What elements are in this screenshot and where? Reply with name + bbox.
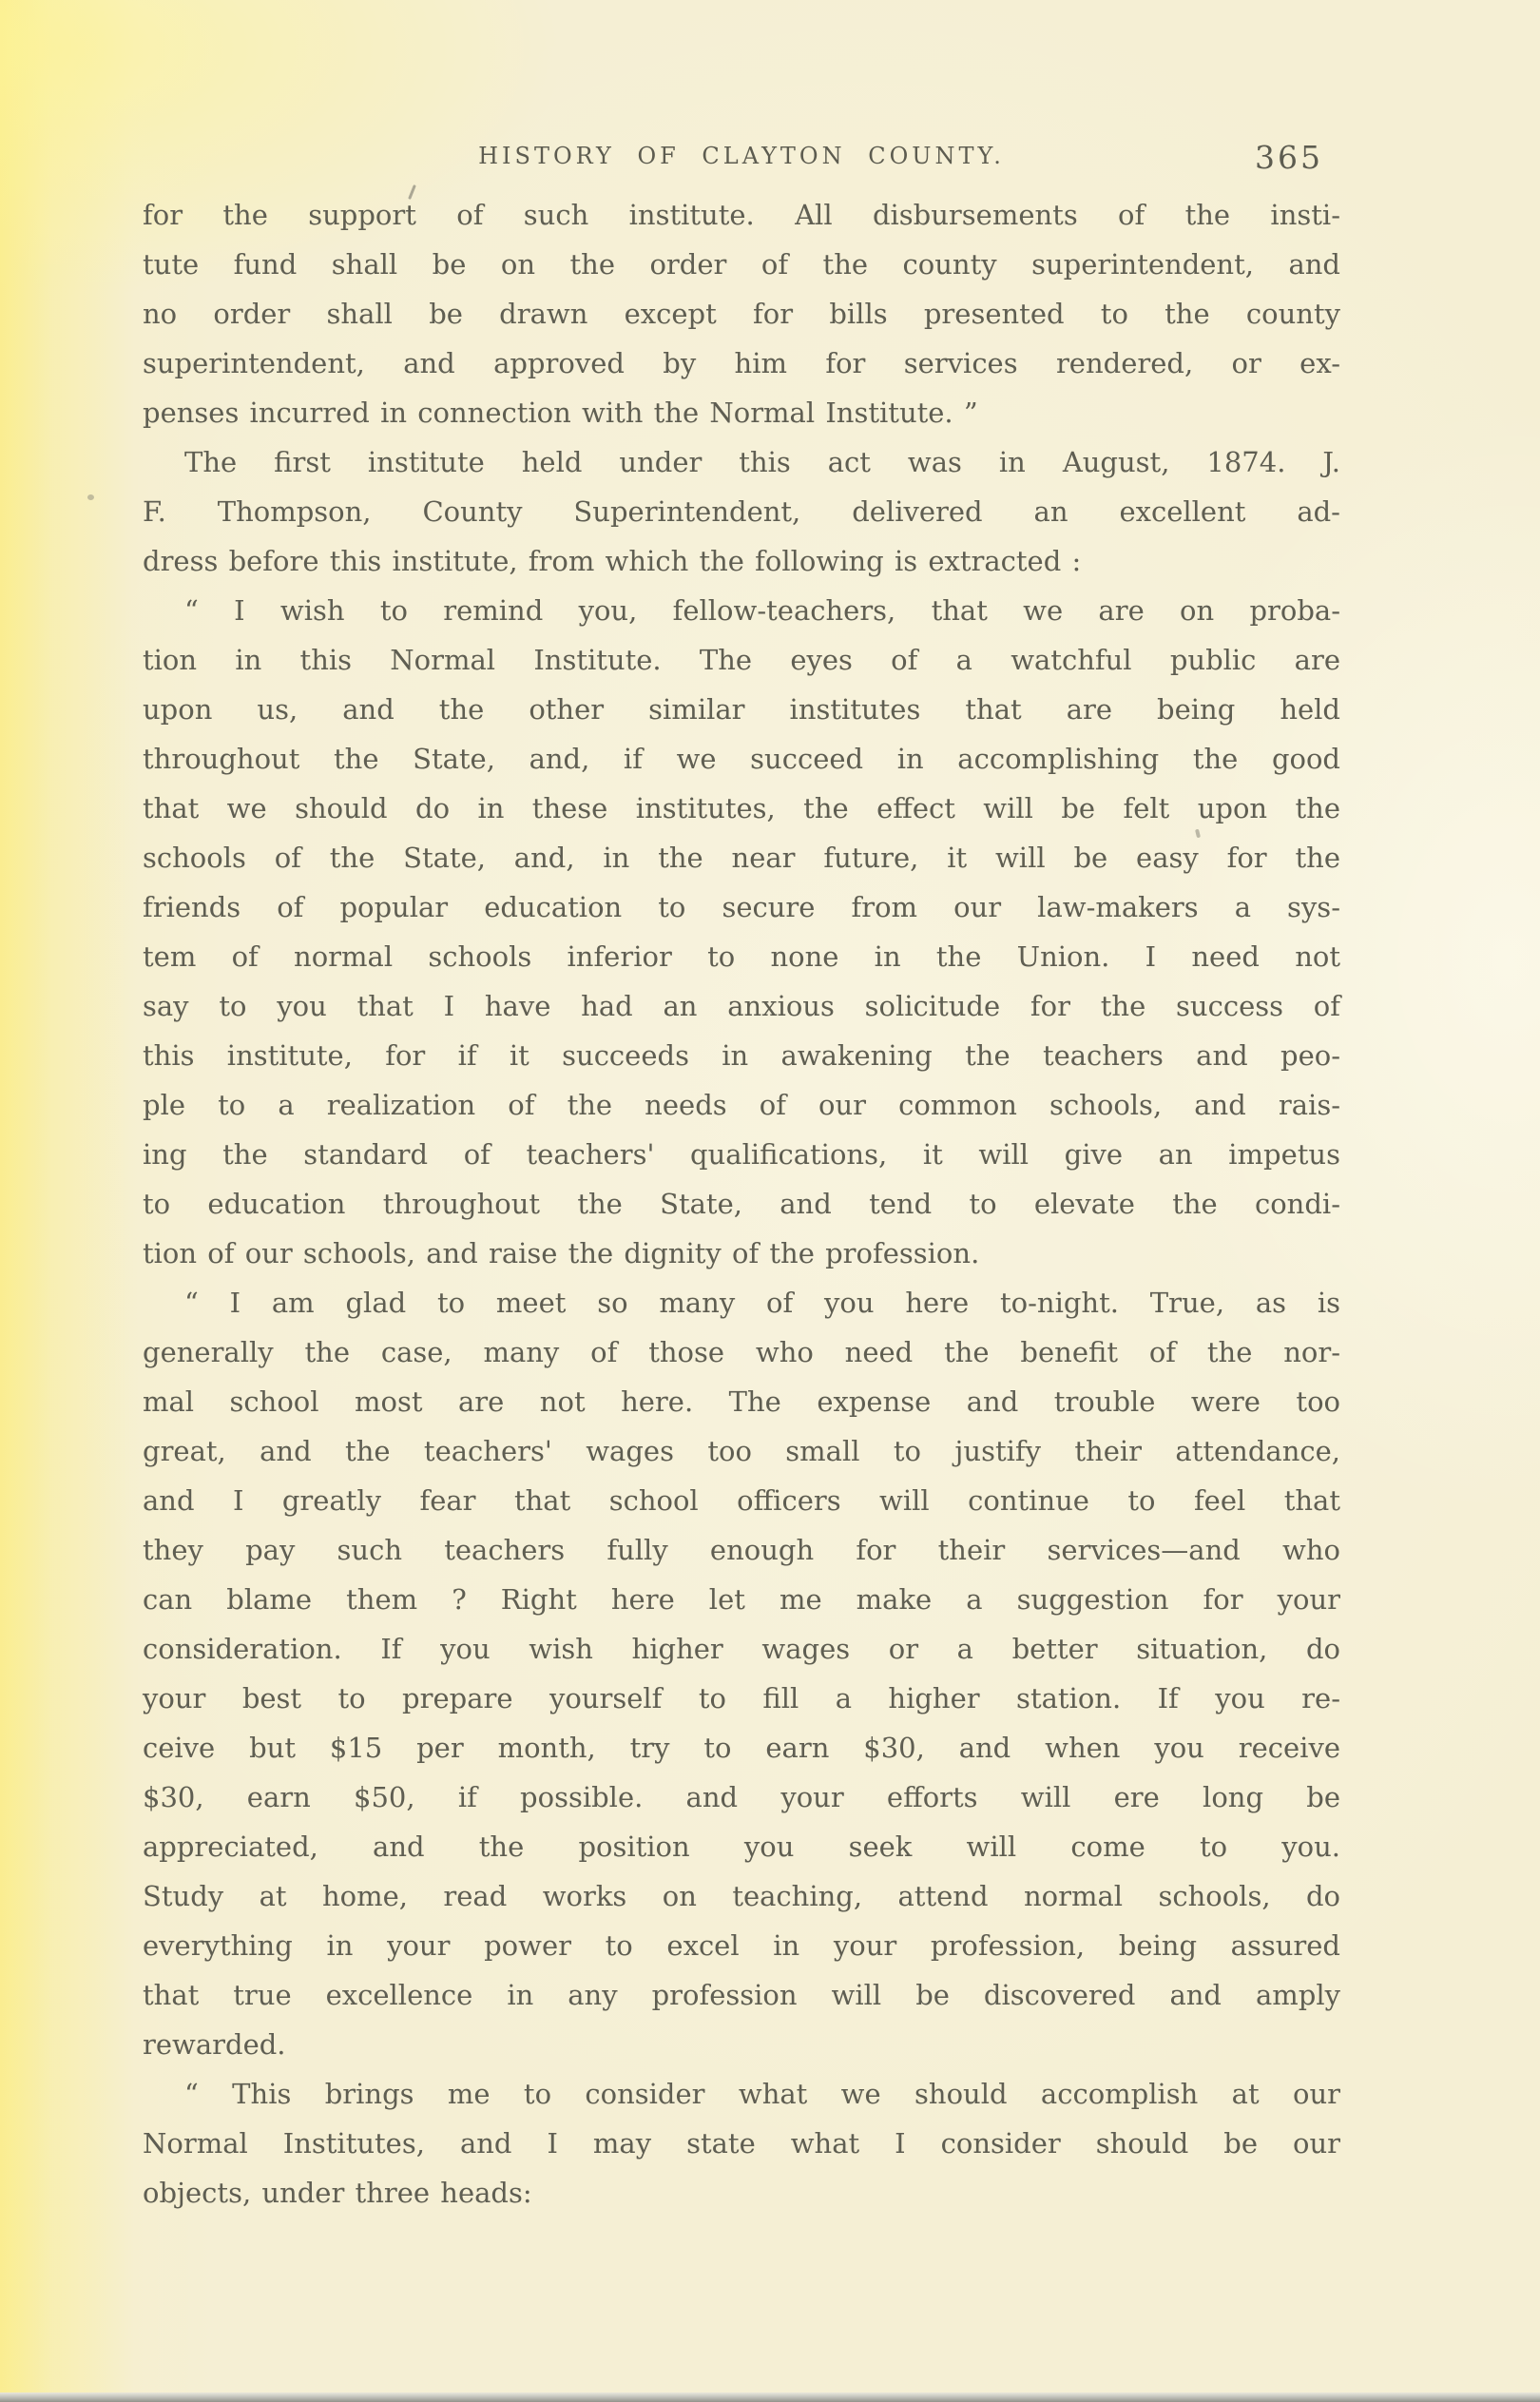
text-line: F. Thompson, County Superintendent, delivered an excellent ad- — [143, 495, 1340, 528]
text-line: mal school most are not here. The expense and trouble were too — [143, 1385, 1340, 1418]
paragraph — [143, 190, 1340, 437]
text-line: generally the case, many of those who need the benefit of the nor- — [143, 1336, 1340, 1368]
paragraph — [143, 2069, 1340, 2218]
text-line: tion in this Normal Institute. The eyes of a watchful public are — [143, 644, 1340, 676]
text-line: say to you that I have had an anxious solicitude for the success of — [143, 990, 1340, 1022]
text-line: $30, earn $50, if possible. and your efforts will ere long be — [143, 1781, 1340, 1813]
page-body-text — [143, 190, 1340, 2218]
text-line: appreciated, and the position you seek will come to you. — [143, 1831, 1340, 1863]
text-line: dress before this institute, from which the following is extracted : — [143, 545, 1082, 577]
text-line: tem of normal schools inferior to none in the Union. I need not — [143, 940, 1340, 973]
text-line: consideration. If you wish higher wages or a better situation, do — [143, 1633, 1340, 1665]
text-line: superintendent, and approved by him for services rendered, or ex- — [143, 347, 1340, 379]
text-line: ing the standard of teachers' qualifications, it will give an impetus — [143, 1138, 1340, 1171]
text-line: this institute, for if it succeeds in awakening the teachers and peo- — [143, 1039, 1340, 1072]
text-line: for the support of such institute. All disbursements of the insti- — [143, 199, 1340, 231]
text-line: friends of popular education to secure from our law-makers a sys- — [143, 891, 1340, 923]
text-line: schools of the State, and, in the near future, it will be easy for the — [143, 842, 1340, 874]
text-line: “ I wish to remind you, fellow-teachers, that we are on proba- — [184, 594, 1340, 627]
text-line: and I greatly fear that school officers will continue to feel that — [143, 1484, 1340, 1517]
text-line: The first institute held under this act was in August, 1874. J. — [184, 446, 1340, 478]
print-artifact — [87, 494, 94, 500]
text-line: that we should do in these institutes, the effect will be felt upon the — [143, 792, 1340, 824]
paragraph — [143, 1278, 1340, 2069]
text-line: great, and the teachers' wages too small to justify their attendance, — [143, 1435, 1340, 1467]
text-line: “ I am glad to meet so many of you here to-night. True, as is — [184, 1287, 1340, 1319]
text-line: “ This brings me to consider what we should accomplish at our — [184, 2078, 1340, 2110]
text-line: ceive but $15 per month, try to earn $30, and when you receive — [143, 1732, 1340, 1764]
text-line: to education throughout the State, and tend to elevate the condi- — [143, 1188, 1340, 1220]
text-line: upon us, and the other similar institutes that are being held — [143, 693, 1340, 726]
text-line: can blame them ? Right here let me make a suggestion for your — [143, 1583, 1340, 1616]
paragraph — [143, 437, 1340, 586]
text-line: tute fund shall be on the order of the county superintendent, and — [143, 248, 1340, 281]
running-title: HISTORY OF CLAYTON COUNTY. — [478, 143, 1005, 169]
text-line: your best to prepare yourself to fill a higher station. If you re- — [143, 1682, 1340, 1714]
text-line: rewarded. — [143, 2028, 286, 2061]
text-line: everything in your power to excel in your profession, being assured — [143, 1929, 1340, 1962]
text-line: no order shall be drawn except for bills presented to the county — [143, 298, 1340, 330]
text-line: ple to a realization of the needs of our common schools, and rais- — [143, 1089, 1340, 1121]
text-line: tion of our schools, and raise the dignity of the profession. — [143, 1237, 980, 1269]
text-line: penses incurred in connection with the Normal Institute. ” — [143, 397, 978, 429]
text-line: Normal Institutes, and I may state what I consider should be our — [143, 2127, 1340, 2160]
text-line: Study at home, read works on teaching, attend normal schools, do — [143, 1880, 1340, 1912]
text-line: throughout the State, and, if we succeed in accomplishing the good — [143, 743, 1340, 775]
text-line: that true excellence in any profession will be discovered and amply — [143, 1979, 1340, 2011]
scan-bottom-edge — [0, 2392, 1540, 2402]
page-number: 365 — [1255, 139, 1323, 176]
text-line: objects, under three heads: — [143, 2177, 532, 2209]
text-line: they pay such teachers fully enough for their services—and who — [143, 1534, 1340, 1566]
paragraph — [143, 586, 1340, 1278]
